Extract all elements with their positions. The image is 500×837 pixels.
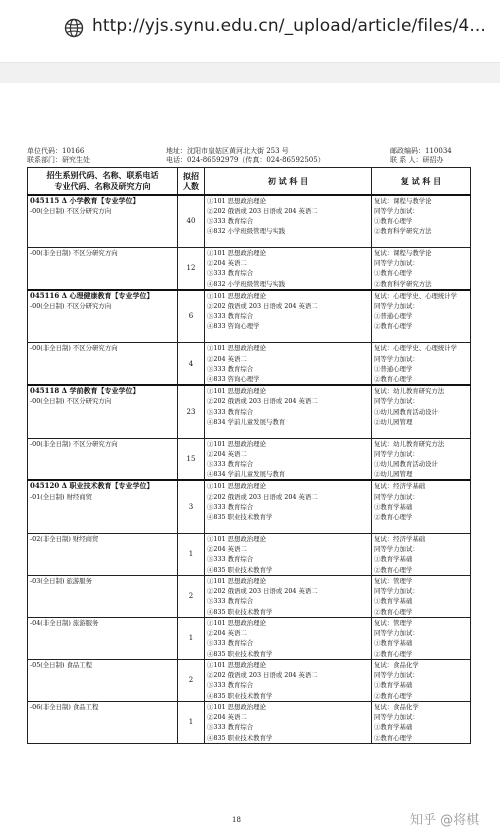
research-direction: -05(全日制) 食品工程: [30, 660, 93, 669]
retest-subject: ②教育心理学: [374, 513, 413, 522]
exam-subject: ①101 思想政治理论: [207, 618, 266, 627]
retest-subject: 复试：幼儿教育研究方法: [374, 387, 445, 396]
exam-subject: ②204 英语二: [207, 259, 247, 268]
col-header-count: 拟招 人数: [178, 168, 205, 195]
exam-subject: ①101 思想政治理论: [207, 344, 266, 353]
exam-subject: ④832 小学班级管理与实践: [207, 227, 286, 236]
retest-subject: 复试：经济学基础: [374, 482, 426, 491]
retest-subject: 同等学力加试：: [374, 545, 419, 554]
browser-toolbar-band: [0, 62, 500, 83]
retest-subject: ①教育心理学: [374, 216, 413, 225]
exam-subject: ④832 小学班级管理与实践: [207, 279, 286, 288]
exam-subject: ①101 思想政治理论: [207, 482, 266, 491]
research-direction: -06(非全日制) 食品工程: [30, 702, 99, 711]
exam-subject: ③333 教育综合: [207, 460, 254, 469]
retest-subject: ①教育学基础: [374, 723, 413, 732]
retest-subjects: [372, 343, 471, 385]
enrollment-count: 3: [178, 480, 205, 533]
page-number: 18: [232, 816, 241, 824]
retest-subject: 复试：管理学: [374, 576, 413, 585]
research-direction: -02(非全日制) 财经商贸: [30, 534, 99, 543]
contact-person: 联 系 人：研招办: [390, 156, 444, 164]
exam-subject: ③333 教育综合: [207, 312, 254, 321]
globe-icon: [64, 18, 84, 38]
contact-dept: 联系部门：研究生处: [27, 156, 90, 164]
retest-subject: 复试：心理学史、心理统计学: [374, 344, 458, 353]
exam-subject: ①101 思想政治理论: [207, 387, 266, 396]
program-cell: [28, 195, 178, 248]
table-row: [28, 385, 471, 438]
retest-subjects: [372, 195, 471, 248]
exam-subject: ①101 思想政治理论: [207, 439, 266, 448]
table-row: [28, 195, 471, 248]
research-direction: -04(非全日制) 旅游服务: [30, 618, 99, 627]
retest-subject: ②教育心理学: [374, 322, 413, 331]
retest-subject: 复试：食品化学: [374, 660, 419, 669]
exam-subject: ③333 教育综合: [207, 407, 254, 416]
program-title: 045115 Δ 小学教育【专业学位】: [30, 195, 140, 205]
exam-subjects: [205, 248, 372, 290]
col-header-exam: 初 试 科 目: [205, 168, 372, 195]
program-title: 045118 Δ 学前教育【专业学位】: [30, 386, 140, 396]
enrollment-table: [27, 167, 471, 744]
exam-subject: ②202 俄语或 203 日语或 204 英语二: [207, 206, 318, 215]
exam-subject: ④835 职业技术教育学: [207, 513, 273, 522]
retest-subject: 同等学力加试：: [374, 397, 419, 406]
retest-subject: 复试：幼儿教育研究方法: [374, 439, 445, 448]
exam-subject: ③333 教育综合: [207, 597, 254, 606]
retest-subjects: [372, 290, 471, 343]
phone: 电话：024-86592979（传真：024-86592505）: [166, 156, 325, 164]
retest-subject: ①幼儿园教育活动设计: [374, 460, 438, 469]
retest-subject: 同等学力加试：: [374, 449, 419, 458]
research-direction: -01(全日制) 财经商贸: [30, 492, 93, 501]
program-cell: [28, 575, 178, 617]
exam-subject: ④835 职业技术教育学: [207, 565, 273, 574]
retest-subject: ②教育心理学: [374, 565, 413, 574]
retest-subject: ②教育心理学: [374, 691, 413, 700]
exam-subject: ④833 咨询心理学: [207, 322, 260, 331]
retest-subject: ②幼儿园管理: [374, 417, 413, 426]
exam-subjects: [205, 438, 372, 480]
table-row: [28, 617, 471, 659]
program-cell: [28, 659, 178, 701]
exam-subject: ②202 俄语或 203 日语或 204 英语二: [207, 492, 318, 501]
retest-subject: 复试：经济学基础: [374, 534, 426, 543]
address: 地址：沈阳市皇姑区黄河北大街 253 号: [166, 147, 289, 155]
exam-subject: ①101 思想政治理论: [207, 196, 266, 205]
retest-subjects: [372, 533, 471, 575]
exam-subject: ③333 教育综合: [207, 681, 254, 690]
exam-subject: ②204 英语二: [207, 354, 247, 363]
retest-subject: 同等学力加试：: [374, 354, 419, 363]
research-direction: -00(非全日制) 不区分研究方向: [30, 439, 118, 448]
table-body: [28, 195, 471, 744]
retest-subject: ②教育科学研究方法: [374, 279, 432, 288]
research-direction: -00(全日制) 不区分研究方向: [30, 206, 112, 215]
exam-subject: ③333 教育综合: [207, 216, 254, 225]
enrollment-count: 2: [178, 575, 205, 617]
exam-subject: ①101 思想政治理论: [207, 534, 266, 543]
table-header-row: [28, 168, 471, 195]
program-cell: [28, 701, 178, 743]
exam-subjects: [205, 480, 372, 533]
exam-subject: ②204 英语二: [207, 629, 247, 638]
table-row: [28, 438, 471, 480]
retest-subject: ②教育科学研究方法: [374, 227, 432, 236]
exam-subject: ①101 思想政治理论: [207, 702, 266, 711]
program-cell: [28, 533, 178, 575]
exam-subject: ②202 俄语或 203 日语或 204 英语二: [207, 671, 318, 680]
exam-subject: ②202 俄语或 203 日语或 204 英语二: [207, 397, 318, 406]
retest-subject: 复试：食品化学: [374, 702, 419, 711]
research-direction: -00(非全日制) 不区分研究方向: [30, 249, 118, 257]
exam-subjects: [205, 385, 372, 438]
retest-subject: 同等学力加试：: [374, 259, 419, 268]
retest-subject: ①教育心理学: [374, 269, 413, 278]
retest-subjects: [372, 575, 471, 617]
watermark: 知乎 @将棋: [410, 813, 480, 828]
url-text[interactable]: http://yjs.synu.edu.cn/_upload/article/files/4...: [92, 16, 486, 36]
retest-subject: ①普通心理学: [374, 364, 413, 373]
retest-subjects: [372, 659, 471, 701]
table-row: [28, 575, 471, 617]
table-row: [28, 701, 471, 743]
enrollment-count: 2: [178, 659, 205, 701]
col-header-retest: 复 试 科 目: [372, 168, 471, 195]
unit-code: 单位代码：10166: [27, 147, 85, 155]
program-cell: [28, 343, 178, 385]
enrollment-count: 23: [178, 385, 205, 438]
exam-subject: ①101 思想政治理论: [207, 291, 266, 300]
enrollment-count: 40: [178, 195, 205, 248]
exam-subjects: [205, 575, 372, 617]
program-cell: [28, 385, 178, 438]
exam-subjects: [205, 533, 372, 575]
exam-subject: ③333 教育综合: [207, 555, 254, 564]
exam-subject: ④835 职业技术教育学: [207, 607, 273, 616]
exam-subjects: [205, 701, 372, 743]
retest-subjects: [372, 480, 471, 533]
exam-subject: ③333 教育综合: [207, 502, 254, 511]
exam-subjects: [205, 659, 372, 701]
retest-subjects: [372, 617, 471, 659]
table-row: [28, 533, 471, 575]
retest-subject: ①教育学基础: [374, 681, 413, 690]
exam-subject: ②202 俄语或 203 日语或 204 英语二: [207, 302, 318, 311]
retest-subject: 同等学力加试：: [374, 629, 419, 638]
enrollment-count: 12: [178, 248, 205, 290]
exam-subject: ④835 职业技术教育学: [207, 649, 273, 658]
exam-subject: ②202 俄语或 203 日语或 204 英语二: [207, 587, 318, 596]
exam-subject: ③333 教育综合: [207, 639, 254, 648]
retest-subject: ①教育学基础: [374, 639, 413, 648]
exam-subjects: [205, 617, 372, 659]
retest-subject: ①幼儿园教育活动设计: [374, 407, 438, 416]
exam-subjects: [205, 195, 372, 248]
exam-subjects: [205, 290, 372, 343]
retest-subjects: [372, 385, 471, 438]
retest-subject: ②教育心理学: [374, 649, 413, 658]
enrollment-count: 15: [178, 438, 205, 480]
retest-subject: ②教育心理学: [374, 733, 413, 742]
enrollment-count: 1: [178, 701, 205, 743]
program-title: 045116 Δ 心理健康教育【专业学位】: [30, 290, 154, 300]
exam-subjects: [205, 343, 372, 385]
postcode: 邮政编码：110034: [390, 147, 452, 155]
retest-subject: ②教育心理学: [374, 607, 413, 616]
retest-subjects: [372, 248, 471, 290]
exam-subject: ①101 思想政治理论: [207, 249, 266, 257]
table-row: [28, 480, 471, 533]
retest-subject: 复试：课程与教学论: [374, 249, 432, 257]
program-cell: [28, 248, 178, 290]
program-cell: [28, 617, 178, 659]
retest-subject: 同等学力加试：: [374, 492, 419, 501]
exam-subject: ④834 学前儿童发展与教育: [207, 470, 286, 479]
research-direction: -00(非全日制) 不区分研究方向: [30, 344, 118, 353]
enrollment-count: 6: [178, 290, 205, 343]
retest-subject: 复试：管理学: [374, 618, 413, 627]
table-row: [28, 290, 471, 343]
exam-subject: ②204 英语二: [207, 713, 247, 722]
exam-subject: ②204 英语二: [207, 545, 247, 554]
retest-subject: ①教育学基础: [374, 502, 413, 511]
retest-subject: 同等学力加试：: [374, 713, 419, 722]
enrollment-count: 1: [178, 533, 205, 575]
retest-subject: 复试：课程与教学论: [374, 196, 432, 205]
retest-subject: ②教育心理学: [374, 374, 413, 383]
program-title: 045120 Δ 职业技术教育【专业学位】: [30, 481, 154, 491]
retest-subject: 同等学力加试：: [374, 587, 419, 596]
exam-subject: ④835 职业技术教育学: [207, 691, 273, 700]
retest-subjects: [372, 438, 471, 480]
retest-subject: ②幼儿园管理: [374, 470, 413, 479]
table-row: [28, 659, 471, 701]
program-cell: [28, 438, 178, 480]
table-row: [28, 343, 471, 385]
retest-subject: ①教育学基础: [374, 555, 413, 564]
exam-subject: ②204 英语二: [207, 449, 247, 458]
enrollment-count: 4: [178, 343, 205, 385]
retest-subject: 同等学力加试：: [374, 671, 419, 680]
table-row: [28, 248, 471, 290]
exam-subject: ④833 咨询心理学: [207, 374, 260, 383]
research-direction: -00(全日制) 不区分研究方向: [30, 397, 112, 406]
research-direction: -03(全日制) 旅游服务: [30, 576, 93, 585]
exam-subject: ④834 学前儿童发展与教育: [207, 417, 286, 426]
program-cell: [28, 290, 178, 343]
retest-subject: ①教育学基础: [374, 597, 413, 606]
exam-subject: ③333 教育综合: [207, 364, 254, 373]
exam-subject: ③333 教育综合: [207, 723, 254, 732]
exam-subject: ③333 教育综合: [207, 269, 254, 278]
enrollment-count: 1: [178, 617, 205, 659]
retest-subject: 复试：心理学史、心理统计学: [374, 291, 458, 300]
col-header-code: 招生系别代码、名称、联系电话 专业代码、名称及研究方向: [28, 168, 178, 195]
exam-subject: ①101 思想政治理论: [207, 576, 266, 585]
program-cell: [28, 480, 178, 533]
exam-subject: ①101 思想政治理论: [207, 660, 266, 669]
retest-subject: 同等学力加试：: [374, 206, 419, 215]
browser-url-bar[interactable]: [0, 0, 500, 60]
exam-subject: ④835 职业技术教育学: [207, 733, 273, 742]
retest-subject: ①普通心理学: [374, 312, 413, 321]
research-direction: -00(全日制) 不区分研究方向: [30, 302, 112, 311]
retest-subject: 同等学力加试：: [374, 302, 419, 311]
retest-subjects: [372, 701, 471, 743]
